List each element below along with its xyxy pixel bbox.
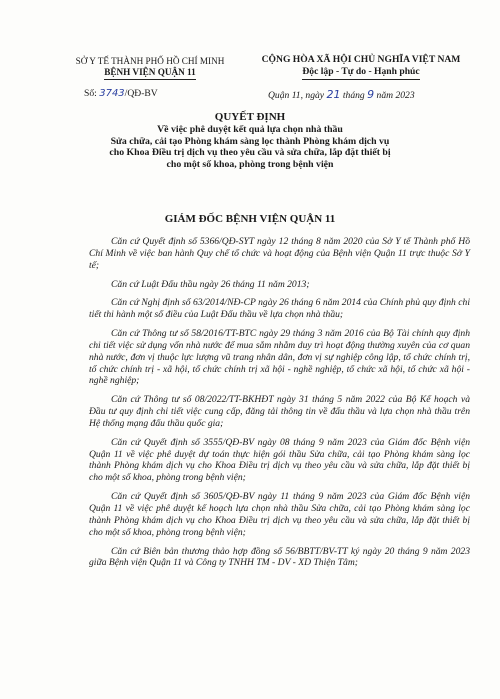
- agency-parent: SỞ Y TẾ THÀNH PHỐ HỒ CHÍ MINH: [75, 56, 225, 66]
- basis-paragraph: Căn cứ Quyết định số 5366/QĐ-SYT ngày 12 tháng 8 năm 2020 của Sở Y tế Thành phố Hồ Chí Minh về việc ban hành Quy chế tổ chức và hoạt động của Bệnh viện Quận 11 trực thuộc Sở Y tế;: [89, 236, 470, 271]
- basis-paragraph: Căn cứ Thông tư số 08/2022/TT-BKHĐT ngày 31 tháng 5 năm 2022 của Bộ Kế hoạch và Đầu tư quy định chi tiết việc cung cấp, đăng tải thông tin về đấu thầu và lựa chọn nhà thầu trên Hệ thống mạng đấu thầu quốc gia;: [89, 394, 470, 429]
- handwritten-number: 3743: [99, 88, 125, 99]
- basis-paragraph: Căn cứ Luật Đấu thầu ngày 26 tháng 11 năm 2013;: [111, 278, 310, 290]
- number-suffix: /QĐ-BV: [124, 88, 158, 99]
- issuing-agency: [62, 56, 238, 80]
- agency-name: BỆNH VIỆN QUẬN 11: [104, 67, 195, 80]
- subtitle-line: Về việc phê duyệt kết quả lựa chọn nhà thầu: [157, 124, 343, 135]
- basis-paragraph: Căn cứ Quyết định số 3555/QĐ-BV ngày 08 tháng 9 năm 2023 của Giám đốc Bệnh viện Quận 11 về việc phê duyệt dự toán thực hiện gói thầu Sửa chữa, cải tạo Phòng khám sàng lọc thành Phòng khám dịch vụ cho Khoa Điều trị dịch vụ theo yêu cầu và sửa chữa, lắp đặt thiết bị cho một số khoa, phòng trong bệnh viện;: [89, 436, 470, 484]
- document-number: [84, 88, 158, 99]
- year-label: năm 2023: [376, 90, 415, 101]
- number-prefix: Số:: [84, 88, 97, 99]
- document-title: QUYẾT ĐỊNH: [214, 111, 286, 123]
- document-subtitle: [100, 124, 400, 170]
- document-date: [268, 88, 415, 101]
- handwritten-day: 21: [326, 88, 341, 101]
- month-label: tháng: [342, 90, 365, 101]
- basis-paragraph: Căn cứ Nghị định số 63/2014/NĐ-CP ngày 26 tháng 6 năm 2014 của Chính phủ quy định chi tiết thi hành một số điều của Luật Đấu thầu về lựa chọn nhà thầu;: [89, 297, 470, 321]
- handwritten-month: 9: [367, 88, 375, 101]
- legal-basis: [89, 236, 470, 576]
- subtitle-line: Sửa chữa, cải tạo Phòng khám sàng lọc thành Phòng khám dịch vụ: [110, 135, 390, 147]
- basis-paragraph: Căn cứ Quyết định số 3605/QĐ-BV ngày 11 tháng 9 năm 2023 của Giám đốc Bệnh viện Quận 11 về việc phê duyệt kế hoạch lựa chọn nhà thầu Sửa chữa, cải tạo Phòng khám sàng lọc thành Phòng khám dịch vụ cho Khoa Điều trị dịch vụ theo yêu cầu và sửa chữa, lắp đặt thiết bị cho một số khoa, phòng trong bệnh viện;: [89, 491, 470, 538]
- subtitle-line: cho một số khoa, phòng trong bệnh viện: [166, 158, 334, 170]
- date-prefix: Quận 11, ngày: [268, 90, 325, 101]
- national-motto: [246, 54, 476, 80]
- subtitle-line: cho Khoa Điều trị dịch vụ theo yêu cầu và sửa chữa, lắp đặt thiết bị: [109, 147, 391, 159]
- director-heading: GIÁM ĐỐC BỆNH VIỆN QUẬN 11: [164, 213, 336, 225]
- national-name: CỘNG HÒA XÃ HỘI CHỦ NGHĨA VIỆT NAM: [261, 54, 461, 65]
- basis-paragraph: Căn cứ Biên bản thương thảo hợp đồng số 56/BBTT/BV-TT ký ngày 20 tháng 9 năm 2023 giữa Bệnh viện Quận 11 và Công ty TNHH TM - DV - XD Thiện Tâm;: [89, 545, 470, 569]
- motto: Độc lập - Tự do - Hạnh phúc: [302, 66, 419, 80]
- basis-paragraph: Căn cứ Thông tư số 58/2016/TT-BTC ngày 29 tháng 3 năm 2016 của Bộ Tài chính quy định chi tiết việc sử dụng vốn nhà nước để mua sắm nhằm duy trì hoạt động thường xuyên của cơ quan nhà nước, đơn vị thuộc lực lượng vũ trang nhân dân, đơn vị sự nghiệp công lập, tổ chức chính trị, tổ chức chính trị - xã hội, tổ chức chính trị xã hội - nghề nghiệp, tổ chức xã hội, tổ chức xã hội - nghề nghiệp;: [89, 327, 470, 387]
